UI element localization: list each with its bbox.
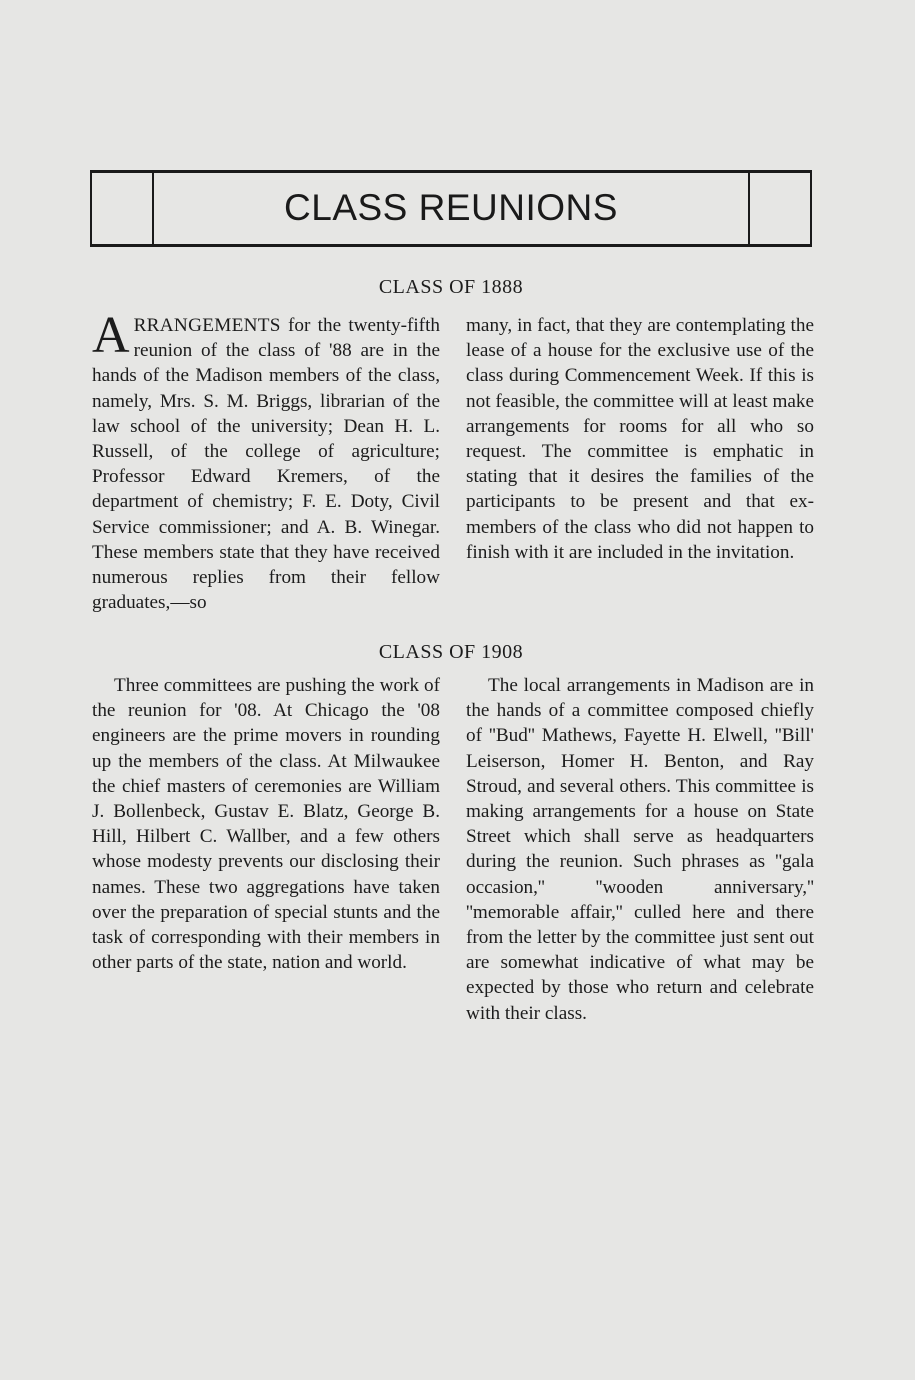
class-1888-paragraph-2: many, in fact, that they are contemplating the lease of a house for the exclusive use of the class during Commencement Week. If this is not feasible, the committee will at least make arrangements for rooms for all who so request. The committee is emphatic in stating that it desires the families of the participants to be present and that ex-members of the class who did not happen to finish with it are included in the invitation. (466, 315, 814, 563)
class-1888-text-1: for the twenty-fifth reunion of the class of '88 are in the hands of the Madison members of the class, namely, Mrs. S. M. Briggs, librarian of the law school of the university; Dean H. L. Russell, of the college of agriculture; Professor Edward Kremers, of the department of chemistry; F. E. Doty, Civil Service commissioner; and A. B. Winegar. These members state that they have received numerous replies from their fellow graduates,—so (92, 315, 440, 614)
class-1888-column-1 (92, 307, 440, 615)
class-1908-column-1 (92, 673, 440, 975)
class-1888-column-2 (466, 313, 814, 565)
heading-class-1908: CLASS OF 1908 (378, 641, 524, 663)
class-1888-paragraph-1 (92, 307, 440, 615)
title-box (90, 170, 812, 247)
class-1908-paragraph-1: Three committees are pushing the work of the reunion for '08. At Chicago the '08 engineers are the prime movers in rounding up the members of the class. At Milwaukee the chief masters of ceremonies are William J. Bollenbeck, Gustav E. Blatz, George B. Hill, Hilbert C. Wallber, and a few others whose modesty prevents our disclosing their names. These two aggregations have taken over the preparation of special stunts and the task of corresponding with their members in other parts of the state, nation and world. (92, 675, 440, 974)
class-1908-column-2 (466, 673, 814, 1026)
heading-class-1888: CLASS OF 1888 (378, 276, 524, 298)
lead-words: RRANGEMENTS (133, 315, 281, 336)
drop-cap: A (92, 307, 130, 364)
page-title: CLASS REUNIONS (284, 187, 618, 228)
class-1908-paragraph-2: The local arrangements in Madison are in the hands of a committee composed chiefly of ''Bud'' Mathews, Fayette H. Elwell, ''Bill' Leiserson, Homer H. Benton, and Ray Stroud, and several others. This committee is making arrangements for a house on State Street which shall serve as headquarters during the reunion. Such phrases as ''gala occasion,'' ''wooden anniversary,'' ''memorable affair,'' culled here and there from the letter by the committee just sent out are somewhat indicative of what may be expected by those who return and celebrate with their class. (466, 675, 814, 1024)
